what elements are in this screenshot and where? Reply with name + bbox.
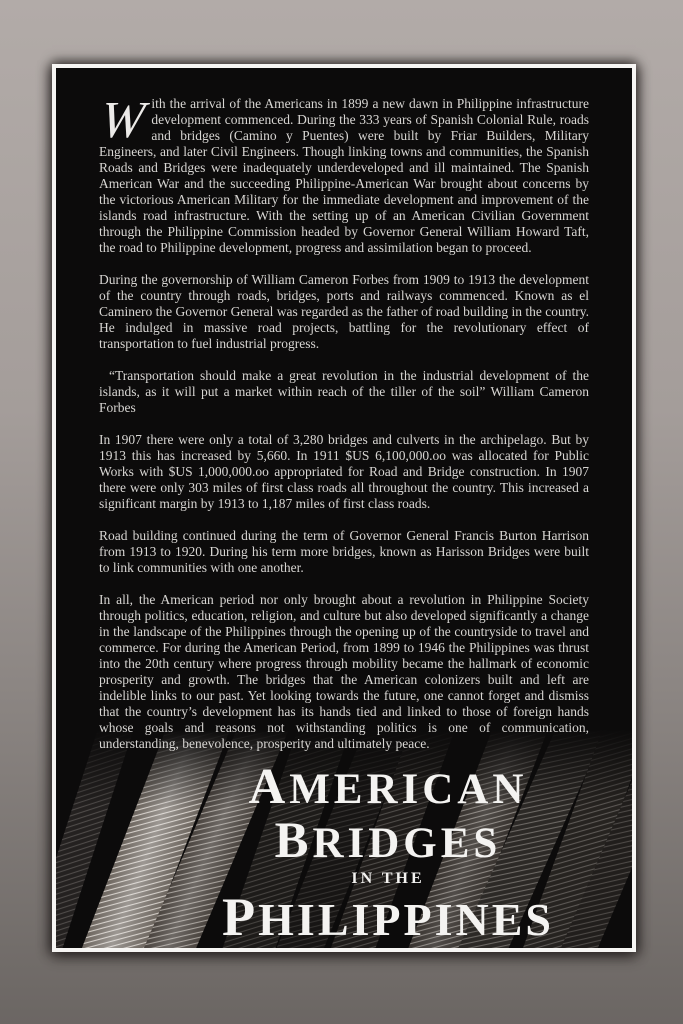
paragraph-conclusion: In all, the American period nor only brought about a revolution in Philippine Society through politics, education, religion, and culture but also developed significantly a change in the landscape of the Philippines through the opening up of the countryside to travel and commerce. For during the American Period, from 1899 to 1946 the Philippines was thrust into the 20th century where progress through mobility became the hallmark of economic prosperity and growth. The bridges that the American colonizers built and left are indelible links to our past. Yet looking towards the future, one cannot forget and dismiss that the country’s development has its hands tied and linked to those of foreign hands whose goals and reasons not withstanding politics is one of communication, understanding, benevolence, prosperity and ultimately peace.: [99, 592, 589, 751]
body-text-column: [98, 92, 589, 768]
paragraph-harrison: Road building continued during the term of Governor General Francis Burton Harrison from 1913 to 1920. During his term more bridges, known as Harisson Bridges were built to link communities with one another.: [99, 528, 589, 575]
title-line-bridges: BRIDGES: [274, 811, 502, 868]
paragraph-intro: [98, 92, 589, 256]
poster-page: [52, 64, 636, 952]
title-line-philippines: PHILIPPINES: [221, 886, 554, 947]
title-line-american: AMERICAN: [248, 758, 528, 815]
poster-title: [56, 758, 632, 947]
paragraph-statistics: In 1907 there were only a total of 3,280 bridges and culverts in the archipelago. But by 1913 this has increased by 5,660. In 1911 $US 6,100,000.oo was allocated for Public Works with $US 1,000,000.oo appropriated for Road and Bridge construction. In 1907 there were only 303 miles of first class roads all throughout the country. This increased a significant margin by 1913 to 1,187 miles of first class roads.: [99, 432, 589, 511]
drop-cap-letter: W: [98, 92, 148, 149]
paragraph-forbes: During the governorship of William Cameron Forbes from 1909 to 1913 the development of the country through roads, bridges, ports and railways commenced. Known as el Caminero the Governor General was regarded as the father of road building in the country. He indulged in massive road projects, battling for the revolutionary effect of transportation to fuel industrial progress.: [99, 272, 589, 351]
paragraph-intro-text: ith the arrival of the Americans in 1899 a new dawn in Philippine infrastructure development commenced. During the 333 years of Spanish Colonial Rule, roads and bridges (Camino y Puentes) were built by Friar Builders, Military Engineers, and later Civil Engineers. Though linking towns and communities, the Spanish Roads and Bridges were inadequately underdeveloped and ill maintained. The Spanish American War and the succeeding Philippine-American War brought about concerns by the victorious American Military for the immediate development and improvement of the islands road infrastructure. With the setting up of an American Civilian Government through the Philippine Commission headed by Governor General William Howard Taft, the road to Philippine development, progress and assimilation began to proceed.: [99, 96, 589, 255]
title-line-in-the: IN THE: [351, 869, 425, 887]
paragraph-quote: “Transportation should make a great revolution in the industrial development of the islands, as it will put a market within reach of the tiller of the soil” William Cameron Forbes: [99, 368, 589, 415]
